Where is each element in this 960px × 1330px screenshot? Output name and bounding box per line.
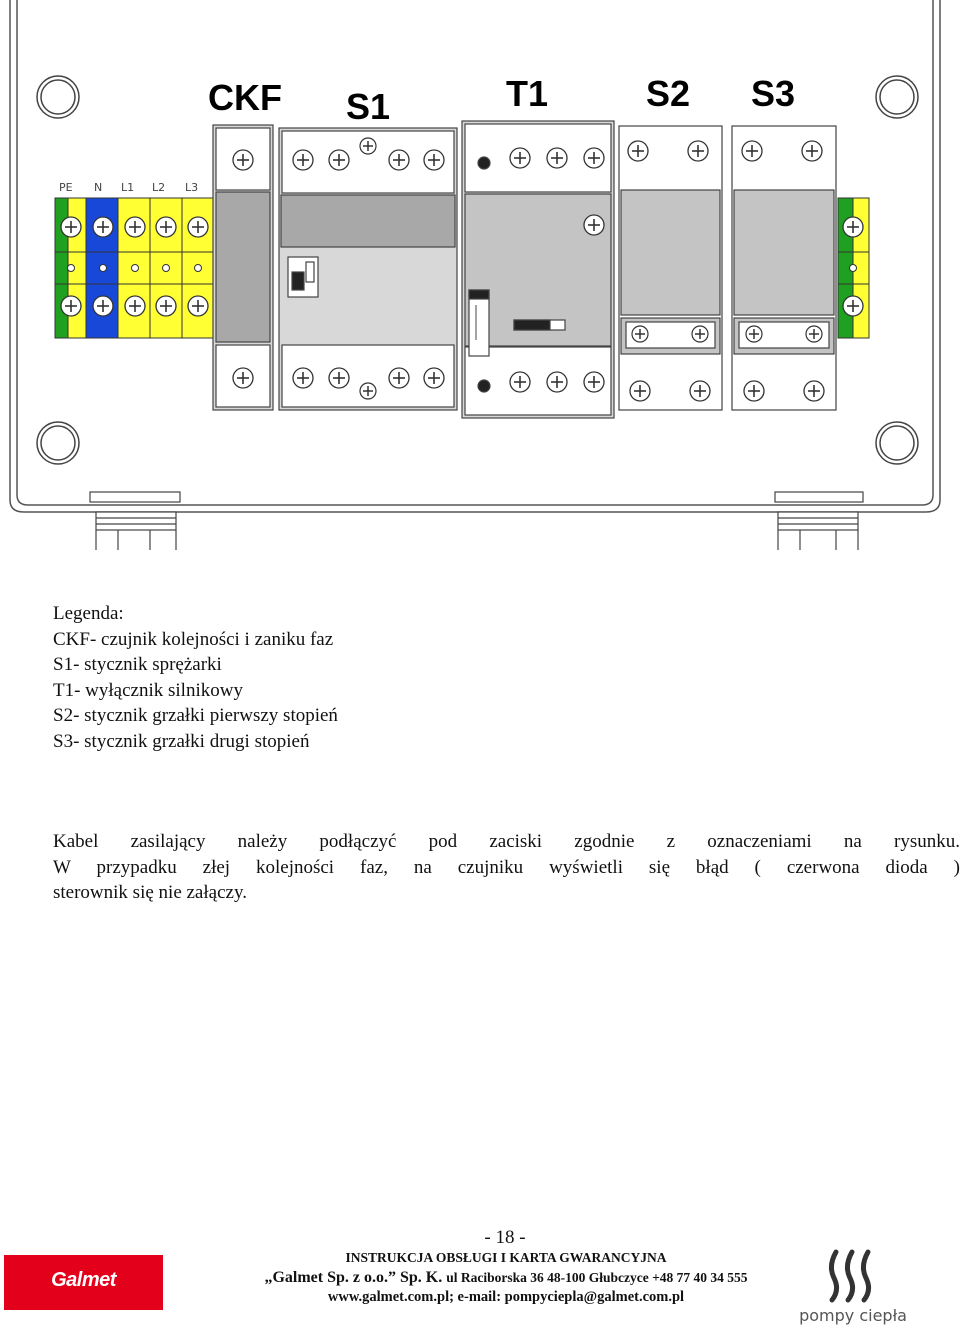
legend-title: Legenda:: [53, 603, 124, 624]
legend-item-t1: T1- wyłącznik silnikowy: [53, 679, 243, 701]
terminal-label-n: N: [94, 181, 103, 194]
heat-waves-icon: [792, 1244, 914, 1304]
footer: [175, 1249, 837, 1307]
footer-title: INSTRUKCJA OBSŁUGI I KARTA GWARANCYJNA: [345, 1250, 667, 1265]
paragraph-line-1: Kabel zasilający należy podłączyć pod zaciski zgodnie z oznaczeniami na rysunku.: [53, 831, 960, 852]
terminal-label-l1: L1: [121, 181, 135, 194]
galmet-logo-text: Galmet: [51, 1269, 116, 1291]
module-labels: [208, 73, 795, 127]
footer-company-line: [175, 1267, 837, 1288]
page-number: - 18 -: [484, 1227, 526, 1248]
terminal-label-l2: L2: [152, 181, 166, 194]
module-t1: [462, 121, 614, 418]
module-s2: [619, 126, 722, 410]
label-s2: S2: [646, 73, 691, 114]
footer-address: ul Raciborska 36 48-100 Głubczyce +48 77 40 34 555: [446, 1270, 748, 1285]
terminal-block-right: [838, 198, 869, 338]
module-ckf: [213, 125, 273, 410]
wiring-diagram: [0, 0, 960, 560]
label-ckf: CKF: [208, 77, 282, 118]
module-s1: [279, 128, 457, 410]
terminal-block-left: [55, 198, 214, 338]
footer-company: „Galmet Sp. z o.o.” Sp. K.: [264, 1269, 443, 1286]
terminal-labels: [59, 181, 198, 194]
legend-item-s2: S2- stycznik grzałki pierwszy stopień: [53, 705, 338, 726]
cable-gland-left: [90, 492, 180, 550]
terminal-label-pe: PE: [59, 181, 73, 194]
galmet-logo: [4, 1255, 163, 1310]
label-t1: T1: [506, 73, 549, 114]
legend-item-s3: S3- stycznik grzałki drugi stopień: [53, 730, 310, 752]
pompy-ciepla-logo: [792, 1244, 914, 1330]
legend-item-s1: S1- stycznik sprężarki: [53, 654, 222, 675]
paragraph-line-3: sterownik się nie załączy.: [53, 882, 247, 903]
pompy-ciepla-text: pompy ciepła: [799, 1306, 907, 1325]
label-s1: S1: [346, 86, 391, 127]
paragraph-line-2: W przypadku złej kolejności faz, na czujniku wyświetli się błąd ( czerwona dioda ): [53, 856, 960, 878]
label-s3: S3: [751, 73, 796, 114]
footer-contact: www.galmet.com.pl; e-mail: pompyciepla@galmet.com.pl: [327, 1289, 685, 1305]
module-s3: [732, 126, 836, 410]
legend-item-ckf: CKF- czujnik kolejności i zaniku faz: [53, 628, 334, 650]
terminal-label-l3: L3: [185, 181, 199, 194]
cable-gland-right: [775, 492, 863, 550]
instruction-paragraph: [53, 829, 960, 906]
legend: [53, 601, 338, 754]
